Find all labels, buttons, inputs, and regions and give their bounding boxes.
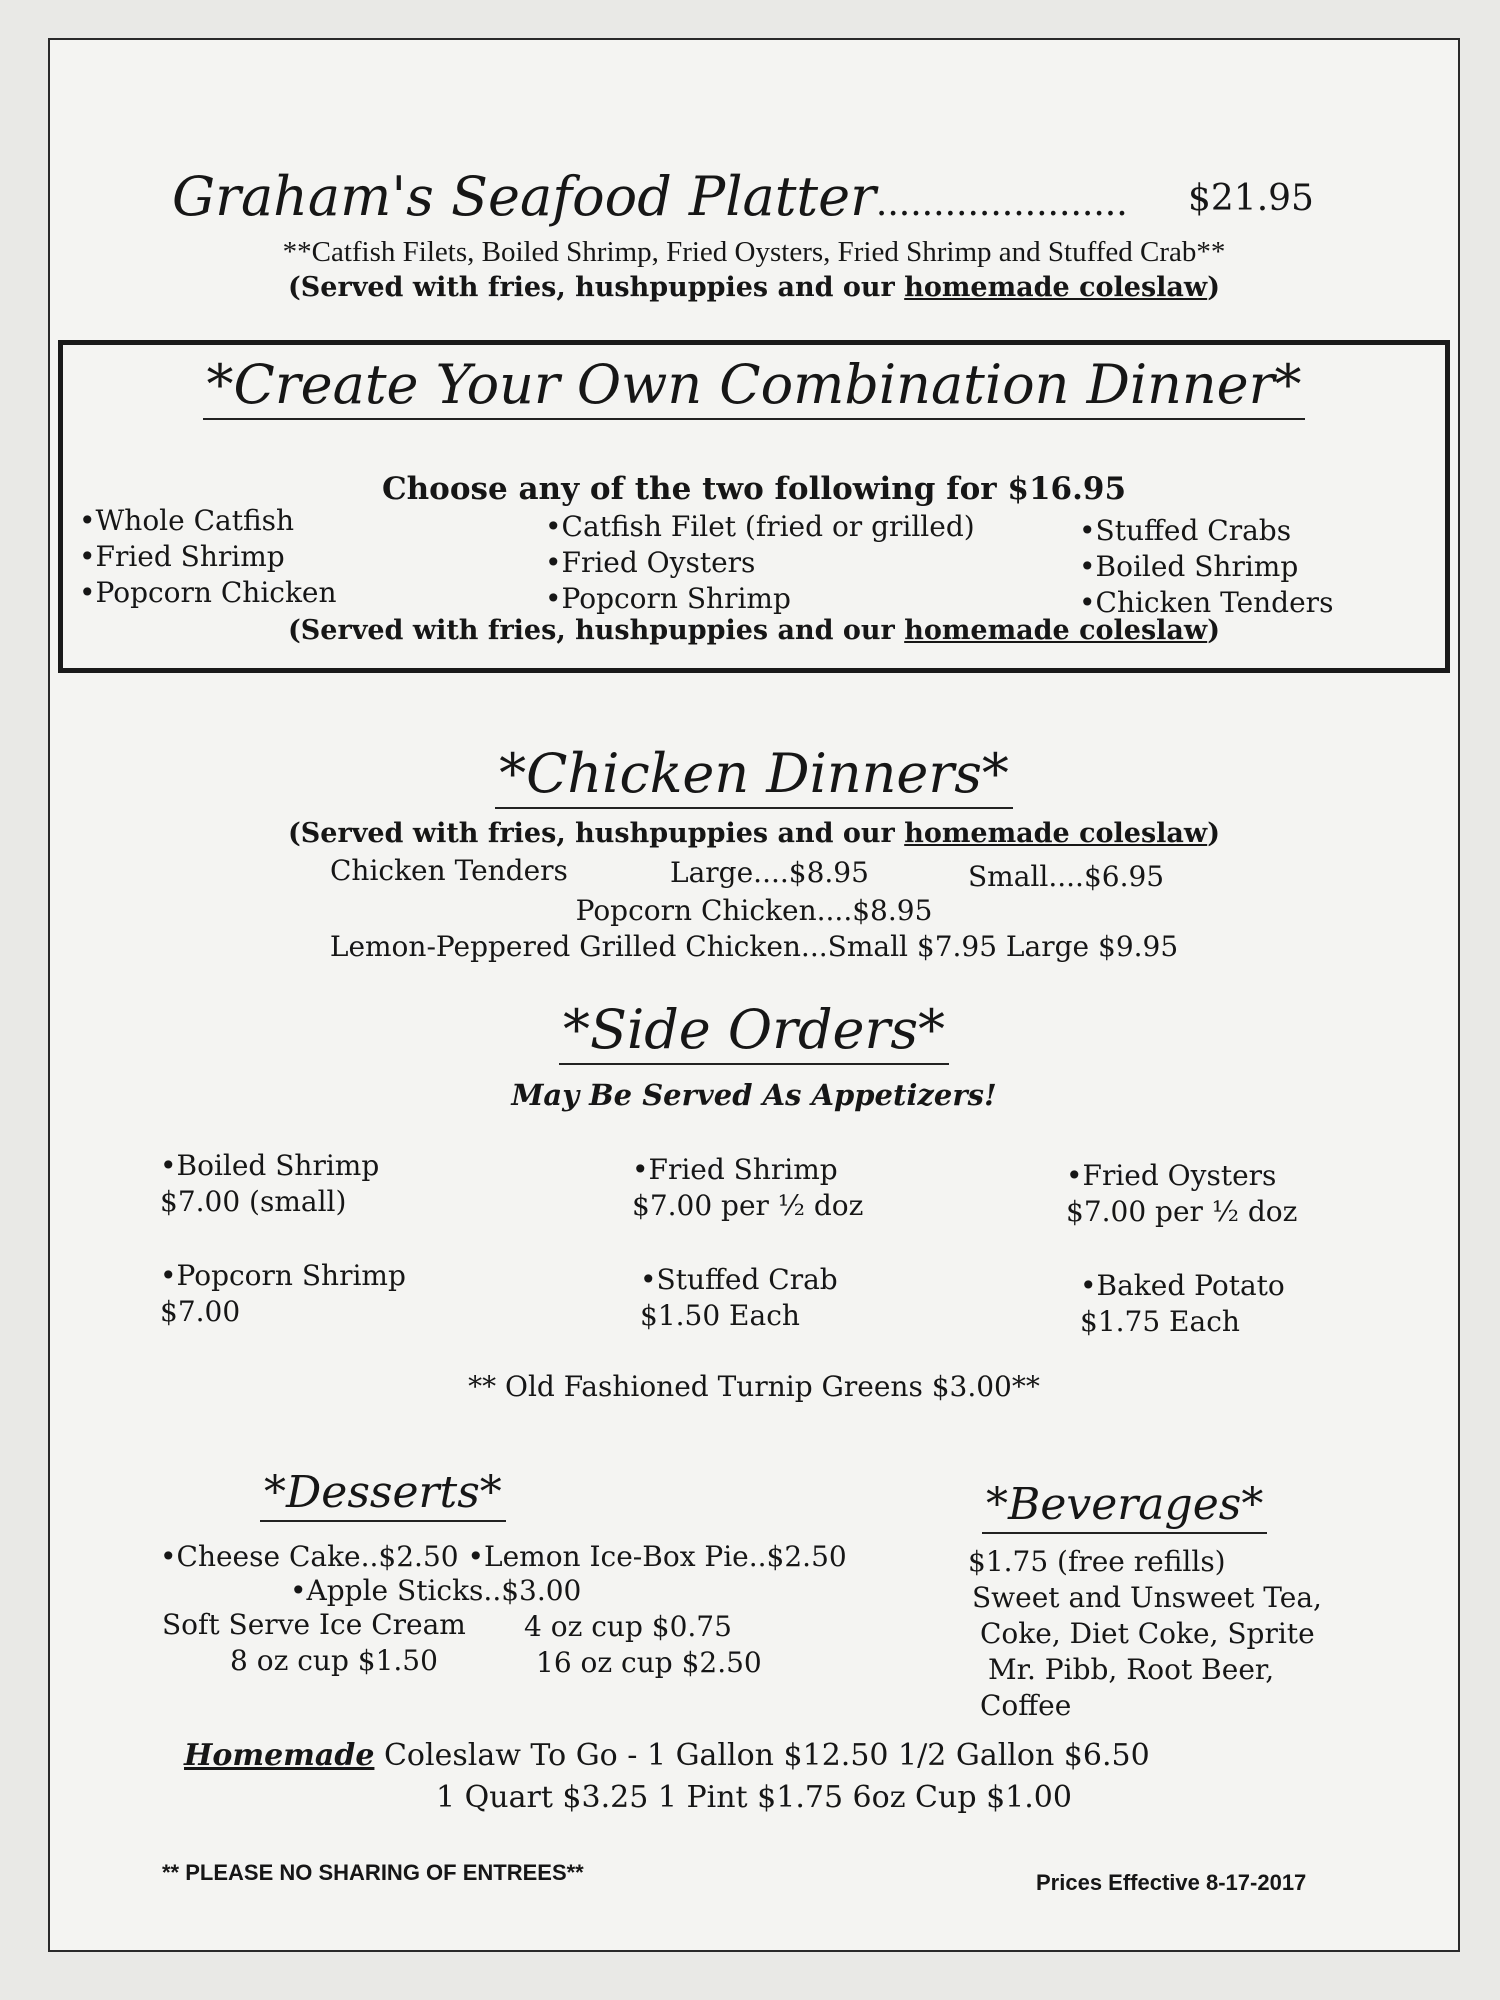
menu-page <box>48 38 1460 1952</box>
lemon-peppered-chicken: Lemon-Peppered Grilled Chicken...Small $7.95 Large $9.95 <box>329 930 1179 963</box>
side-item: •Fried Oysters $7.00 per ½ doz <box>1066 1159 1298 1228</box>
combination-dinner-box <box>58 340 1450 673</box>
side-item: •Boiled Shrimp $7.00 (small) <box>160 1149 380 1218</box>
combo-choose: Choose any of the two following for $16.95 <box>381 471 1127 507</box>
sides-subtitle: May Be Served As Appetizers! <box>511 1078 997 1112</box>
combo-column-1 <box>79 503 337 611</box>
ice-cream-4oz: 4 oz cup $0.75 <box>524 1610 732 1643</box>
homemade-coleslaw-link: homemade coleslaw <box>904 272 1208 303</box>
chicken-tenders-large: Large....$8.95 <box>670 856 869 889</box>
chicken-title: *Chicken Dinners* <box>495 746 1013 809</box>
combo-served: (Served with fries, hushpuppies and our homemade coleslaw) <box>288 615 1220 646</box>
turnip-greens: ** Old Fashioned Turnip Greens $3.00** <box>468 1370 1040 1403</box>
side-item: •Baked Potato $1.75 Each <box>1080 1269 1285 1338</box>
ice-cream-8oz: 8 oz cup $1.50 <box>230 1644 438 1677</box>
platter-price: $21.95 <box>1188 178 1314 219</box>
side-item: •Stuffed Crab $1.50 Each <box>640 1263 838 1332</box>
platter-leader: ...................... <box>875 183 1128 224</box>
chicken-tenders-small: Small....$6.95 <box>968 860 1165 893</box>
combo-title: *Create Your Own Combination Dinner* <box>203 357 1306 420</box>
desserts-title: *Desserts* <box>260 1470 506 1522</box>
list-item: •Popcorn Shrimp <box>545 582 791 615</box>
coleslaw-line-2: 1 Quart $3.25 1 Pint $1.75 6oz Cup $1.00 <box>436 1780 1072 1815</box>
list-item: •Popcorn Chicken <box>79 576 337 609</box>
coleslaw-line-1: Homemade Coleslaw To Go - 1 Gallon $12.50 1/2 Gallon $6.50 <box>184 1738 1150 1773</box>
list-item: •Chicken Tenders <box>1079 586 1334 619</box>
list-item: •Fried Shrimp <box>79 540 285 573</box>
list-item: $1.75 (free refills) <box>968 1545 1226 1578</box>
homemade-coleslaw-link: homemade coleslaw <box>904 818 1208 849</box>
beverages-title: *Beverages* <box>982 1482 1267 1534</box>
side-item: •Popcorn Shrimp $7.00 <box>160 1259 406 1328</box>
list-item: •Fried Oysters <box>545 546 756 579</box>
sides-title: *Side Orders* <box>559 1002 949 1065</box>
chicken-served: (Served with fries, hushpuppies and our homemade coleslaw) <box>288 818 1220 849</box>
platter-items: **Catfish Filets, Boiled Shrimp, Fried Oysters, Fried Shrimp and Stuffed Crab** <box>282 236 1226 268</box>
platter-served: (Served with fries, hushpuppies and our homemade coleslaw) <box>288 272 1220 303</box>
desserts-line-2: •Apple Sticks..$3.00 <box>290 1574 582 1607</box>
ice-cream-label: Soft Serve Ice Cream <box>162 1608 466 1641</box>
list-item: Coke, Diet Coke, Sprite <box>980 1617 1315 1650</box>
platter-name: Graham's Seafood Platter <box>172 165 876 228</box>
list-item: Coffee <box>980 1689 1072 1722</box>
no-sharing-note: ** PLEASE NO SHARING OF ENTREES** <box>162 1860 584 1885</box>
ice-cream-16oz: 16 oz cup $2.50 <box>536 1646 762 1679</box>
list-item: •Stuffed Crabs <box>1079 514 1292 547</box>
popcorn-chicken: Popcorn Chicken....$8.95 <box>575 894 933 927</box>
list-item: Mr. Pibb, Root Beer, <box>988 1653 1275 1686</box>
list-item: •Whole Catfish <box>79 504 295 537</box>
combo-column-2 <box>545 509 975 617</box>
list-item: •Catfish Filet (fried or grilled) <box>545 510 975 543</box>
beverages-list <box>968 1544 1322 1724</box>
homemade-coleslaw-link: homemade coleslaw <box>904 615 1208 646</box>
side-item: •Fried Shrimp $7.00 per ½ doz <box>632 1153 864 1222</box>
list-item: Sweet and Unsweet Tea, <box>972 1581 1322 1614</box>
chicken-tenders-label: Chicken Tenders <box>330 854 568 887</box>
platter-title <box>172 165 1128 228</box>
combo-column-3 <box>1079 513 1333 621</box>
prices-effective-note: Prices Effective 8-17-2017 <box>1036 1870 1307 1895</box>
desserts-line-1: •Cheese Cake..$2.50 •Lemon Ice-Box Pie..$2.50 <box>160 1540 847 1573</box>
list-item: •Boiled Shrimp <box>1079 550 1299 583</box>
